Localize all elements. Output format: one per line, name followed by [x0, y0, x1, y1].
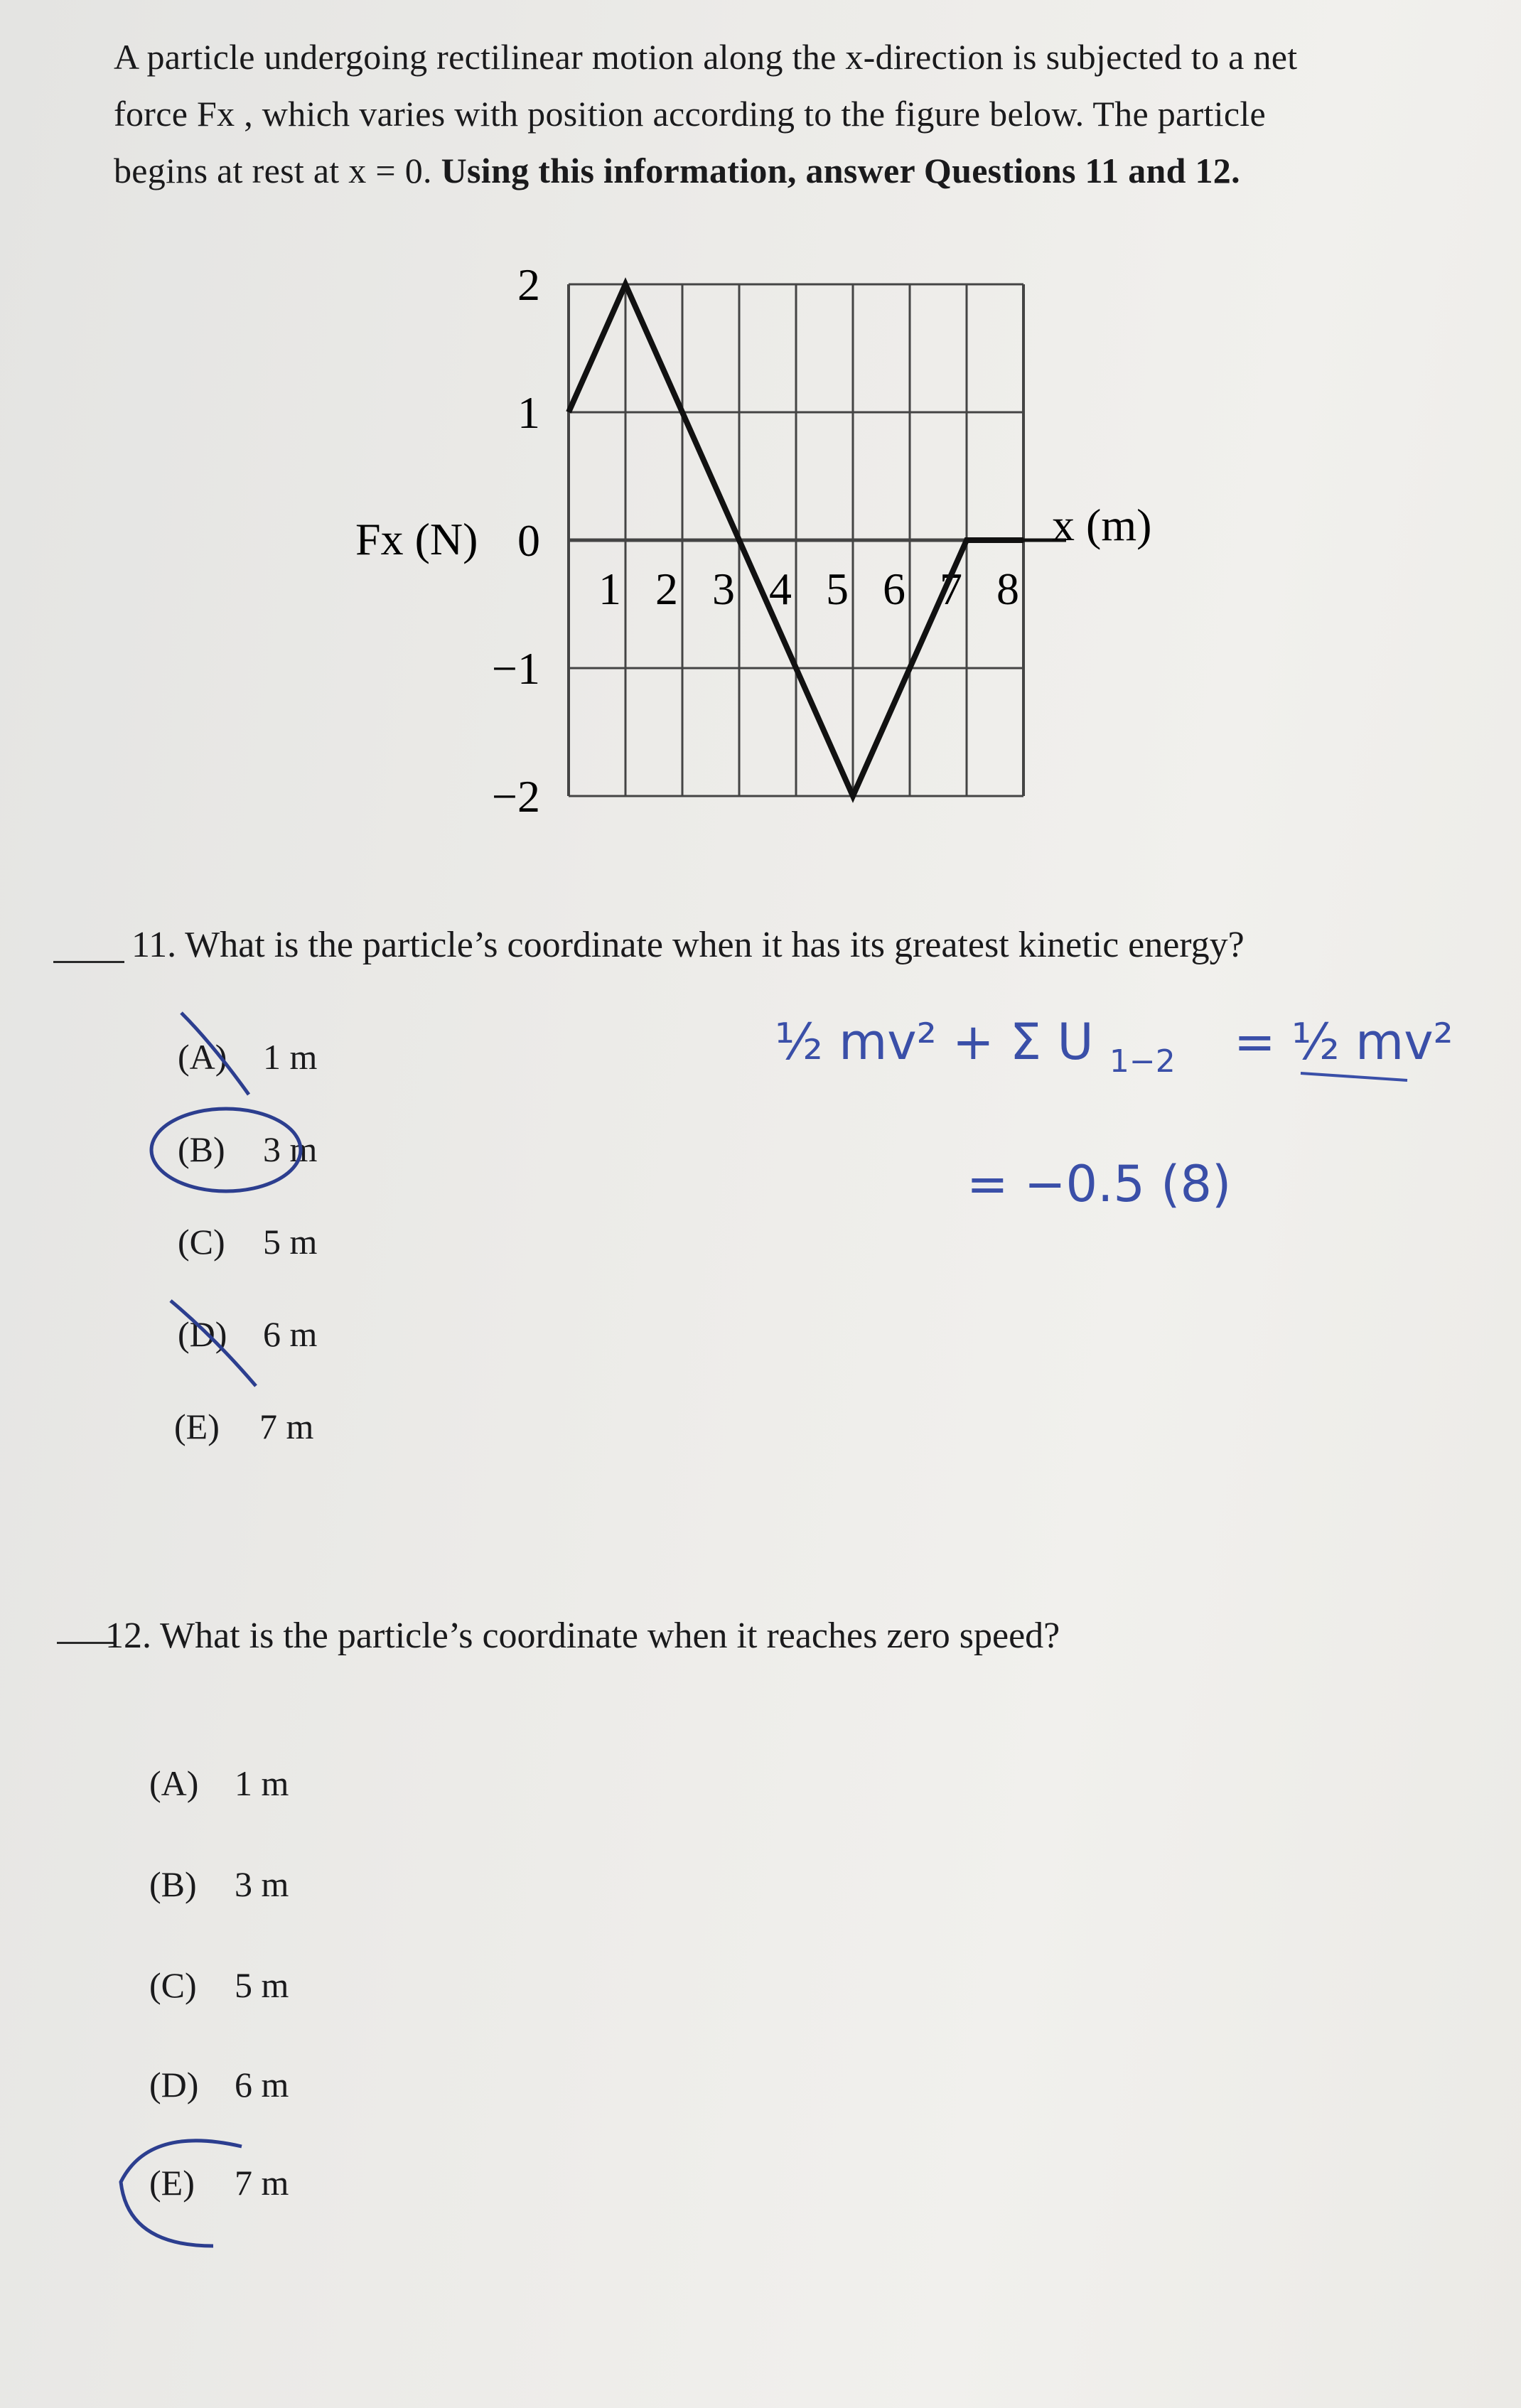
handwritten-underline — [1301, 1073, 1407, 1080]
q11-option-a[interactable] — [178, 1036, 317, 1077]
x-tick-label: 4 — [769, 564, 792, 614]
q11-option-b-letter: (B) — [178, 1129, 225, 1169]
q12-option-b-letter: (B) — [149, 1864, 197, 1904]
q11-option-a-letter: (A) — [178, 1037, 227, 1077]
q11-option-d-letter: (D) — [178, 1314, 227, 1354]
q12-option-a-text: 1 m — [235, 1763, 289, 1803]
q11-option-e-letter: (E) — [174, 1407, 220, 1446]
y-tick-label: 0 — [517, 515, 540, 566]
intro-line-1: A particle undergoing rectilinear motion along the x-direction is subjected to a net — [114, 37, 1298, 77]
q12-option-a-letter: (A) — [149, 1763, 199, 1803]
q12-option-d-text: 6 m — [235, 2065, 289, 2105]
handwritten-eq-left: ½ mv² + Σ U — [775, 1013, 1094, 1071]
q12-option-c-text: 5 m — [235, 1965, 289, 2005]
q12-option-d[interactable] — [149, 2064, 289, 2105]
y-tick-label: −1 — [491, 643, 540, 694]
x-tick-label: 2 — [655, 564, 678, 614]
q12-option-c[interactable] — [149, 1964, 289, 2006]
x-tick-label: 3 — [712, 564, 735, 614]
x-tick-label: 7 — [940, 564, 962, 614]
q11-answer-blank — [53, 961, 124, 963]
q11-option-a-text: 1 m — [263, 1037, 318, 1077]
q11-option-d[interactable] — [178, 1313, 317, 1355]
q11-option-e[interactable] — [174, 1406, 313, 1447]
q12-option-e-letter: (E) — [149, 2163, 195, 2203]
intro-line-2: force Fx , which varies with position according to the figure below. The particle — [114, 94, 1267, 134]
intro-paragraph — [114, 28, 1407, 199]
q12-option-d-letter: (D) — [149, 2065, 199, 2105]
q12-option-e[interactable] — [149, 2162, 289, 2203]
y-tick-label: −2 — [491, 771, 540, 822]
q11-option-d-text: 6 m — [263, 1314, 318, 1354]
x-tick-label: 5 — [826, 564, 849, 614]
y-tick-label: 2 — [517, 259, 540, 310]
q11-option-b-text: 3 m — [263, 1129, 318, 1169]
q12-option-c-letter: (C) — [149, 1965, 197, 2005]
q12-option-e-text: 7 m — [235, 2163, 289, 2203]
q11-option-e-text: 7 m — [259, 1407, 314, 1446]
q11-stem: 11. What is the particle’s coordinate when it has its greatest kinetic energy? — [131, 925, 1245, 965]
q12-option-b[interactable] — [149, 1864, 289, 1905]
q12-option-b-text: 3 m — [235, 1864, 289, 1904]
intro-line-3 — [114, 142, 1407, 199]
handwritten-eq-right: = ½ mv² — [1234, 1013, 1453, 1071]
q11-option-c-text: 5 m — [263, 1222, 318, 1262]
q11-option-b[interactable] — [178, 1129, 317, 1170]
y-axis-label: Fx (N) — [355, 514, 478, 564]
x-axis-label: x (m) — [1052, 500, 1152, 550]
handwritten-equation — [775, 1013, 1453, 1084]
q12-option-a[interactable] — [149, 1763, 289, 1804]
q11-option-c-letter: (C) — [178, 1222, 225, 1262]
handwritten-eq-sub: 1−2 — [1109, 1043, 1176, 1080]
intro-line-3-bold: Using this information, answer Questions 11 and 12. — [441, 151, 1240, 190]
x-tick-label: 1 — [598, 564, 621, 614]
force-position-graph — [327, 256, 1222, 824]
q12-stem: 12. What is the particle’s coordinate when it reaches zero speed? — [105, 1616, 1060, 1656]
handwritten-note: = −0.5 (8) — [967, 1155, 1232, 1213]
q11-option-c[interactable] — [178, 1221, 317, 1262]
x-tick-label: 8 — [996, 564, 1019, 614]
y-tick-label: 1 — [517, 387, 540, 438]
intro-line-3-plain: begins at rest at x = 0. — [114, 151, 432, 190]
x-tick-label: 6 — [883, 564, 905, 614]
